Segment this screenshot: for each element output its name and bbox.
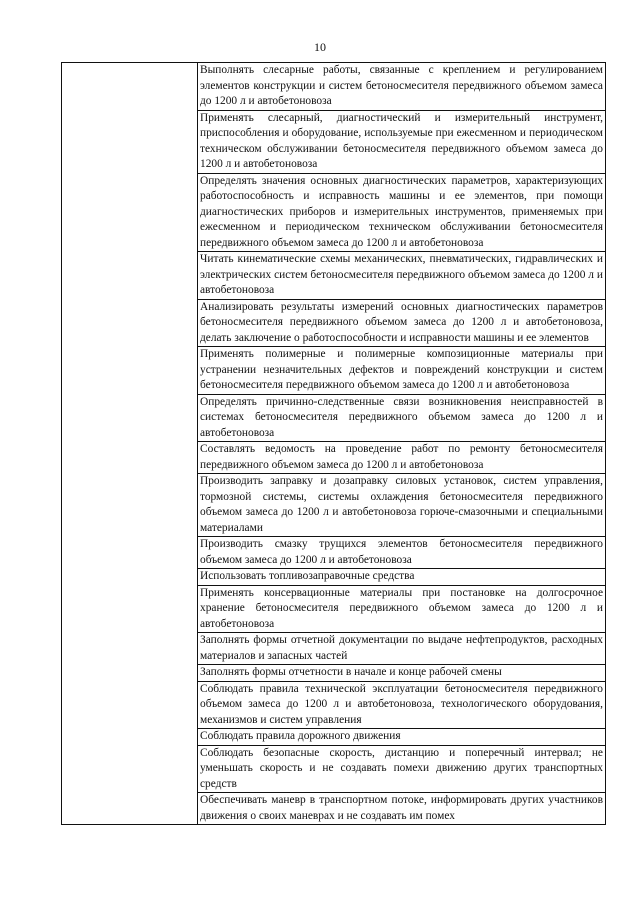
skill-text: Соблюдать безопасные скорость, дистанцию и поперечный интервал; не уменьшать скорость и не создавать помехи движению других транспортных средств [200, 746, 603, 790]
skill-text: Применять консервационные материалы при постановке на долгосрочное хранение бетоносмесителя передвижного объемом замеса до 1200 л и автобетоновоза [200, 586, 603, 630]
skill-cell [198, 173, 606, 252]
skills-table [61, 62, 606, 825]
skill-text: Читать кинематические схемы механических, пневматических, гидравлических и электрических систем бетоносмесителя передвижного объемом замеса до 1200 л и автобетоновоза [200, 253, 603, 296]
skill-cell [198, 442, 606, 474]
skill-text: Производить смазку трущихся элементов бетоносмесителя передвижного объемом замеса до 1200 л и автобетоновоза [200, 538, 603, 566]
skill-text: Производить заправку и дозаправку силовых установок, систем управления, тормозной системы, системы охлаждения бетоносмесителя передвижного объемом замеса до 1200 л и автобетоновоза горюче-смазочными и специальными материалами [200, 475, 603, 534]
skill-cell [198, 633, 606, 665]
skill-cell [198, 474, 606, 537]
skill-cell [198, 665, 606, 682]
skill-text: Применять полимерные и полимерные композиционные материалы при устранении незначительных дефектов и повреждений конструкции и систем бетоносмесителя передвижного объемом замеса до 1200 л и автобетоновоза [200, 348, 603, 391]
skill-cell [198, 745, 606, 793]
skill-cell [198, 299, 606, 347]
skill-text: Определять причинно-следственные связи возникновения неисправностей в системах бетоносмесителя передвижного объемом замеса до 1200 л и автобетоновоза [200, 395, 603, 439]
skill-cell [198, 110, 606, 173]
skill-text: Обеспечивать маневр в транспортном потоке, информировать других участников движения о своих маневрах и не создавать им помех [200, 794, 603, 822]
skill-text: Соблюдать правила дорожного движения [200, 730, 401, 742]
page-number: 10 [314, 40, 326, 54]
skill-cell [198, 585, 606, 633]
skill-text: Заполнять формы отчетной документации по выдаче нефтепродуктов, расходных материалов и запасных частей [200, 634, 603, 662]
skill-text: Составлять ведомость на проведение работ по ремонту бетоносмесителя передвижного объемом замеса до 1200 л и автобетоновоза [200, 443, 603, 471]
skill-cell [198, 347, 606, 395]
skill-cell [198, 681, 606, 729]
skill-cell [198, 569, 606, 586]
skill-cell [198, 729, 606, 746]
skill-text: Использовать топливозаправочные средства [200, 570, 415, 582]
skill-cell [198, 63, 606, 111]
skill-cell [198, 537, 606, 569]
skill-text: Анализировать результаты измерений основных диагностических параметров бетоносмесителя передвижного объемом замеса до 1200 л и автобетоновоза, делать заключение о работоспособности и исправности машины и ее элементов [200, 300, 603, 344]
skills-table-body [62, 63, 606, 825]
skill-text: Определять значения основных диагностических параметров, характеризующих работоспособность и исправность машины и ее элементов, при помощи диагностических приборов и измерительных инструментов, применяемых при ежесменном и периодическом техническом обслуживании бетоносмесителя передвижного объемом замеса до 1200 л и автобетоновоза [200, 174, 603, 249]
skill-text: Выполнять слесарные работы, связанные с креплением и регулированием элементов конструкции и систем бетоносмесителя передвижного объемом замеса до 1200 л и автобетоновоза [200, 64, 603, 107]
skill-cell [198, 394, 606, 442]
left-column-cell [62, 63, 198, 825]
skill-text: Заполнять формы отчетности в начале и конце рабочей смены [200, 666, 502, 678]
skill-cell [198, 252, 606, 300]
skill-cell [198, 793, 606, 825]
skill-text: Соблюдать правила технической эксплуатации бетоносмесителя передвижного объемом замеса до 1200 л и автобетоновоза, технологического оборудования, механизмов и систем управления [200, 682, 603, 726]
skill-text: Применять слесарный, диагностический и измерительный инструмент, приспособления и оборудование, используемые при ежесменном и периодическом техническом обслуживании бетоносмесителя передвижного объемом замеса до 1200 л и автобетоновоза [200, 111, 603, 170]
table-row [62, 63, 606, 111]
